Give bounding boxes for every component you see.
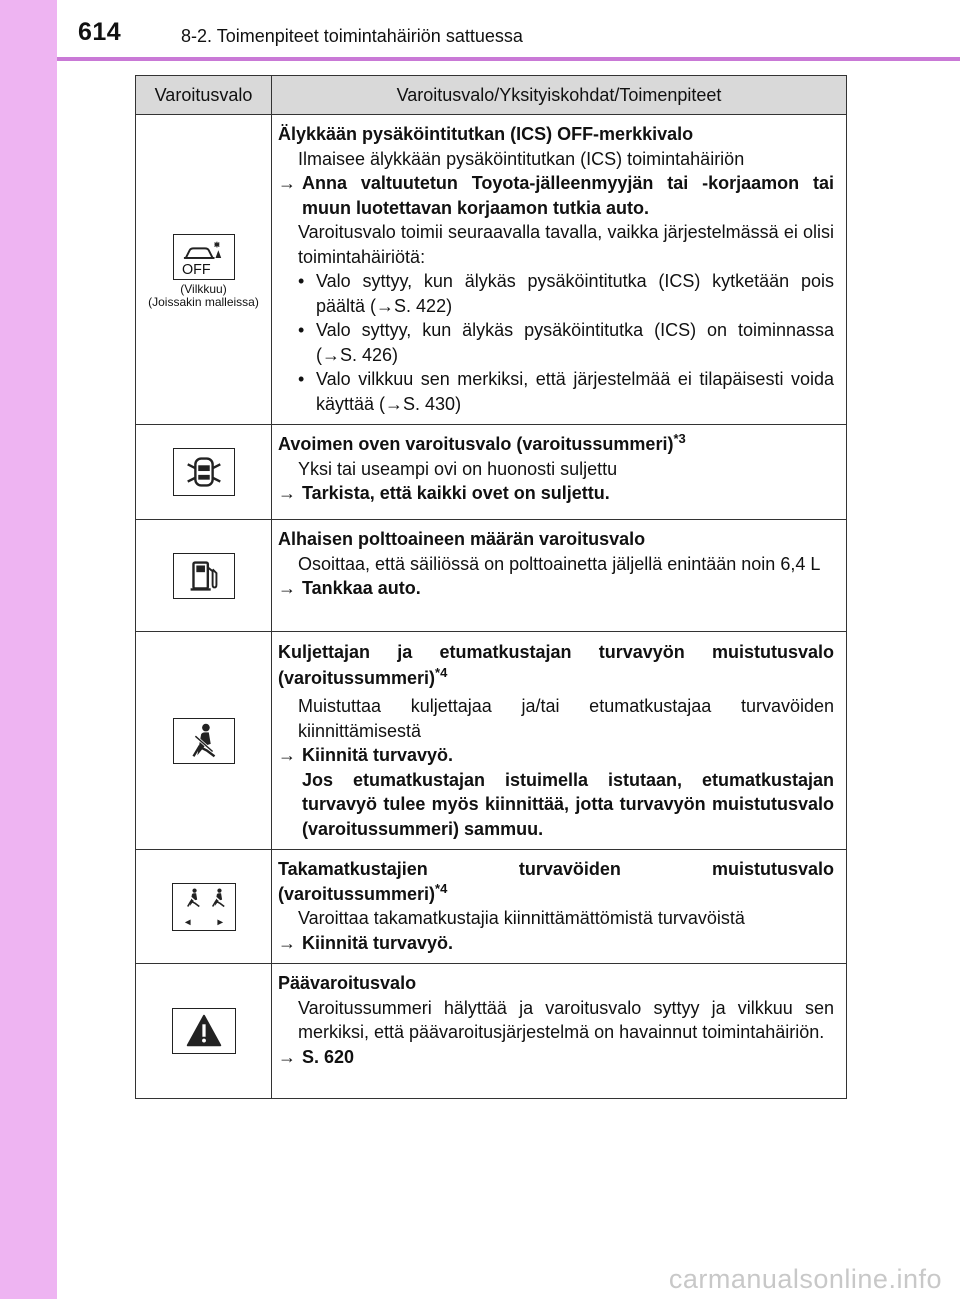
arrow-icon: → bbox=[278, 745, 296, 765]
warning-action: → Tarkista, että kaikki ovet on suljettu. bbox=[278, 481, 834, 506]
warning-title: Kuljettajan ja etumatkustajan turvavyön muistutusvalo (varoitussummeri)$^{*4}$ bbox=[278, 642, 834, 688]
warning-action: → Kiinnitä turvavyö. bbox=[278, 931, 834, 956]
text-cell bbox=[272, 520, 847, 632]
table-row bbox=[136, 425, 847, 520]
warning-action: → Tankkaa auto. bbox=[278, 576, 834, 601]
master-warning-icon bbox=[172, 1008, 236, 1054]
open-door-icon bbox=[173, 448, 235, 496]
warning-description: Osoittaa, että säiliössä on polttoainetta jäljellä enintään noin 6,4 L bbox=[298, 553, 821, 574]
warning-description: Yksi tai useampi ovi on huonosti suljettu bbox=[298, 458, 618, 479]
warning-description: Varoitussummeri hälyttää ja varoitusvalo syttyy ja vilkkuu sen merkiksi, että päävaroitusjärjestelmä on havainnut toimintahäiriön. bbox=[298, 997, 834, 1042]
icon-cell bbox=[136, 520, 272, 632]
icon-cell bbox=[136, 964, 272, 1099]
warning-action: → Kiinnitä turvavyö. bbox=[278, 743, 834, 768]
table-row bbox=[136, 520, 847, 632]
column-header-details: Varoitusvalo/Yksityiskohdat/Toimenpiteet bbox=[272, 76, 847, 115]
warning-lights-table bbox=[135, 75, 847, 1099]
arrow-icon: → bbox=[278, 932, 296, 953]
text-cell bbox=[272, 115, 847, 425]
side-strip bbox=[0, 0, 57, 1299]
table-row bbox=[136, 850, 847, 964]
fuel-pump-icon bbox=[173, 553, 235, 599]
warning-action bbox=[278, 1045, 834, 1070]
list-item: • Valo syttyy, kun älykäs pysäköintitutka (ICS) on toiminnassa (→S. 426) bbox=[298, 320, 834, 365]
warning-title: Päävaroitusvalo bbox=[278, 973, 417, 993]
list-item: • Valo vilkkuu sen merkiksi, että järjestelmää ei tilapäisesti voida käyttää (→S. 430) bbox=[298, 369, 834, 414]
page-number: 614 bbox=[78, 18, 122, 46]
header-rule bbox=[57, 57, 960, 61]
text-cell bbox=[272, 964, 847, 1099]
text-cell bbox=[272, 425, 847, 520]
warning-extra-note: Jos etumatkustajan istuimella istutaan, etumatkustajan turvavyö tulee myös kiinnittää, jotta turvavyön muistutusvalo (varoitussummeri) sammuu. bbox=[302, 769, 834, 839]
warning-note: Varoitusvalo toimii seuraavalla tavalla, vaikka järjestelmässä ei olisi toimintahäiriötä: bbox=[298, 222, 834, 267]
ics-off-icon bbox=[173, 234, 235, 280]
arrow-icon: → bbox=[278, 173, 296, 193]
icon-cell bbox=[136, 115, 272, 425]
column-header-warning-light: Varoitusvalo bbox=[136, 76, 272, 115]
warning-title: Avoimen oven varoitusvalo (varoitussummeri)$^{*3}$ bbox=[278, 431, 686, 454]
warning-description: Varoittaa takamatkustajia kiinnittämättömistä turvavöistä bbox=[298, 908, 745, 928]
table-row bbox=[136, 964, 847, 1099]
arrow-icon: → bbox=[278, 578, 296, 598]
warning-title: Alhaisen polttoaineen määrän varoitusvalo bbox=[278, 529, 646, 549]
footnote-marker: *4 bbox=[435, 880, 448, 896]
footnote-marker: *4 bbox=[435, 665, 448, 680]
icon-cell bbox=[136, 425, 272, 520]
svg-text:OFF: OFF bbox=[181, 262, 211, 279]
icon-cell bbox=[136, 850, 272, 964]
warning-title: Takamatkustajien turvavöiden muistutusvalo (varoitussummeri)$^{*4}$ bbox=[278, 859, 834, 904]
warning-action: → Anna valtuutetun Toyota-jälleenmyyjän tai -korjaamon tai muun luotettavan korjaamon tutkia auto. bbox=[278, 171, 834, 220]
text-cell bbox=[272, 850, 847, 964]
watermark: carmanualsonline.info bbox=[668, 1264, 942, 1294]
list-item: • Valo syttyy, kun älykäs pysäköintitutka (ICS) kytketään pois päältä (→S. 422) bbox=[298, 271, 834, 316]
seatbelt-icon bbox=[173, 718, 235, 764]
warning-description: Ilmaisee älykkään pysäköintitutkan (ICS) toimintahäiriön bbox=[298, 148, 745, 169]
table-row bbox=[136, 632, 847, 850]
rear-seatbelt-icon bbox=[172, 883, 236, 931]
section-title: 8-2. Toimenpiteet toimintahäiriön sattuessa bbox=[181, 26, 523, 46]
arrow-icon: → bbox=[278, 483, 296, 503]
text-cell bbox=[272, 632, 847, 850]
icon-caption-blinks: (Vilkkuu) bbox=[180, 282, 227, 296]
header-band-left bbox=[0, 0, 57, 57]
icon-cell bbox=[136, 632, 272, 850]
page-reference: S. 620 bbox=[302, 1046, 355, 1067]
icon-caption-models: (Joissakin malleissa) bbox=[148, 295, 259, 309]
warning-description: Muistuttaa kuljettajaa ja/tai etumatkustajaa turvavöiden kiinnittämisestä bbox=[298, 696, 834, 741]
warning-title: Älykkään pysäköintitutkan (ICS) OFF-merkkivalo bbox=[278, 124, 694, 144]
table-row bbox=[136, 115, 847, 425]
footnote-marker: *3 bbox=[673, 431, 686, 446]
arrow-icon: → bbox=[278, 1046, 296, 1067]
table-header-row bbox=[136, 76, 847, 115]
